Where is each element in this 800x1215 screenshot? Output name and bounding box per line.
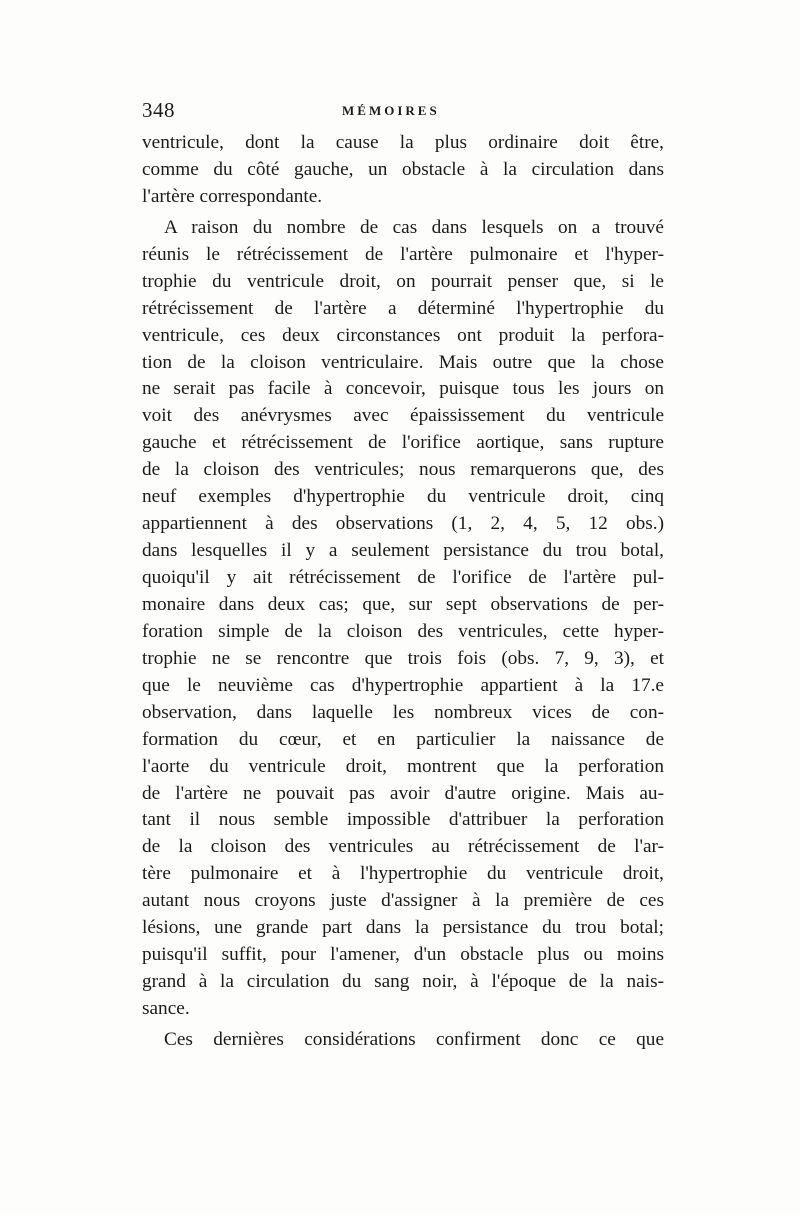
text-line: foration simple de la cloison des ventricules, cette hyper- xyxy=(142,620,664,642)
text-line: de la cloison des ventricules; nous remarquerons que, des xyxy=(142,459,664,481)
text-line: lésions, une grande part dans la persistance du trou botal; xyxy=(142,917,664,939)
text-line: l'artère correspondante. xyxy=(142,185,323,207)
text-line: de l'artère ne pouvait pas avoir d'autre origine. Mais au- xyxy=(142,782,664,804)
text-line: tion de la cloison ventriculaire. Mais outre que la chose xyxy=(142,351,664,373)
page-header xyxy=(142,98,662,124)
text-line: trophie du ventricule droit, on pourrait penser que, si le xyxy=(142,270,664,292)
body-text xyxy=(142,130,664,1054)
text-line: appartiennent à des observations (1, 2, 4, 5, 12 obs.) xyxy=(142,513,664,535)
text-line: tant il nous semble impossible d'attribuer la perforation xyxy=(142,809,664,831)
text-line: voit des anévrysmes avec épaississement du ventricule xyxy=(142,405,664,427)
text-line: monaire dans deux cas; que, sur sept observations de per- xyxy=(142,593,664,615)
text-line: sance. xyxy=(142,998,190,1019)
text-line: autant nous croyons juste d'assigner à la première de ces xyxy=(142,890,664,912)
text-line: quoiqu'il y ait rétrécissement de l'orifice de l'artère pul- xyxy=(142,567,664,588)
text-line: trophie ne se rencontre que trois fois (obs. 7, 9, 3), et xyxy=(142,647,664,669)
text-line: réunis le rétrécissement de l'artère pulmonaire et l'hyper- xyxy=(142,243,664,265)
text-line: A raison du nombre de cas dans lesquels on a trouvé xyxy=(164,216,664,238)
running-head: MÉMOIRES xyxy=(342,103,440,118)
text-line: neuf exemples d'hypertrophie du ventricule droit, cinq xyxy=(142,486,664,508)
page-number: 348 xyxy=(142,98,175,122)
text-line: tère pulmonaire et à l'hypertrophie du ventricule droit, xyxy=(142,863,664,885)
text-line: formation du cœur, et en particulier la naissance de xyxy=(142,728,664,750)
text-line: ventricule, dont la cause la plus ordinaire doit être, xyxy=(142,132,664,153)
text-line: ne serait pas facile à concevoir, puisque tous les jours on xyxy=(142,378,664,400)
text-line: Ces dernières considérations confirment donc ce que xyxy=(164,1028,664,1050)
text-line: de la cloison des ventricules au rétrécissement de l'ar- xyxy=(142,836,664,858)
text-line: que le neuvième cas d'hypertrophie appartient à la 17.e xyxy=(142,674,664,696)
text-line: grand à la circulation du sang noir, à l'époque de la nais- xyxy=(142,971,664,993)
text-line: puisqu'il suffit, pour l'amener, d'un obstacle plus ou moins xyxy=(142,944,664,966)
text-line: ventricule, ces deux circonstances ont produit la perfora- xyxy=(142,324,664,346)
text-line: observation, dans laquelle les nombreux vices de con- xyxy=(142,701,664,723)
text-line: dans lesquelles il y a seulement persistance du trou botal, xyxy=(142,540,664,562)
text-line: gauche et rétrécissement de l'orifice aortique, sans rupture xyxy=(142,432,664,454)
text-line: l'aorte du ventricule droit, montrent que la perforation xyxy=(142,755,664,777)
text-line: comme du côté gauche, un obstacle à la circulation dans xyxy=(142,158,664,180)
text-line: rétrécissement de l'artère a déterminé l'hypertrophie du xyxy=(142,297,664,319)
